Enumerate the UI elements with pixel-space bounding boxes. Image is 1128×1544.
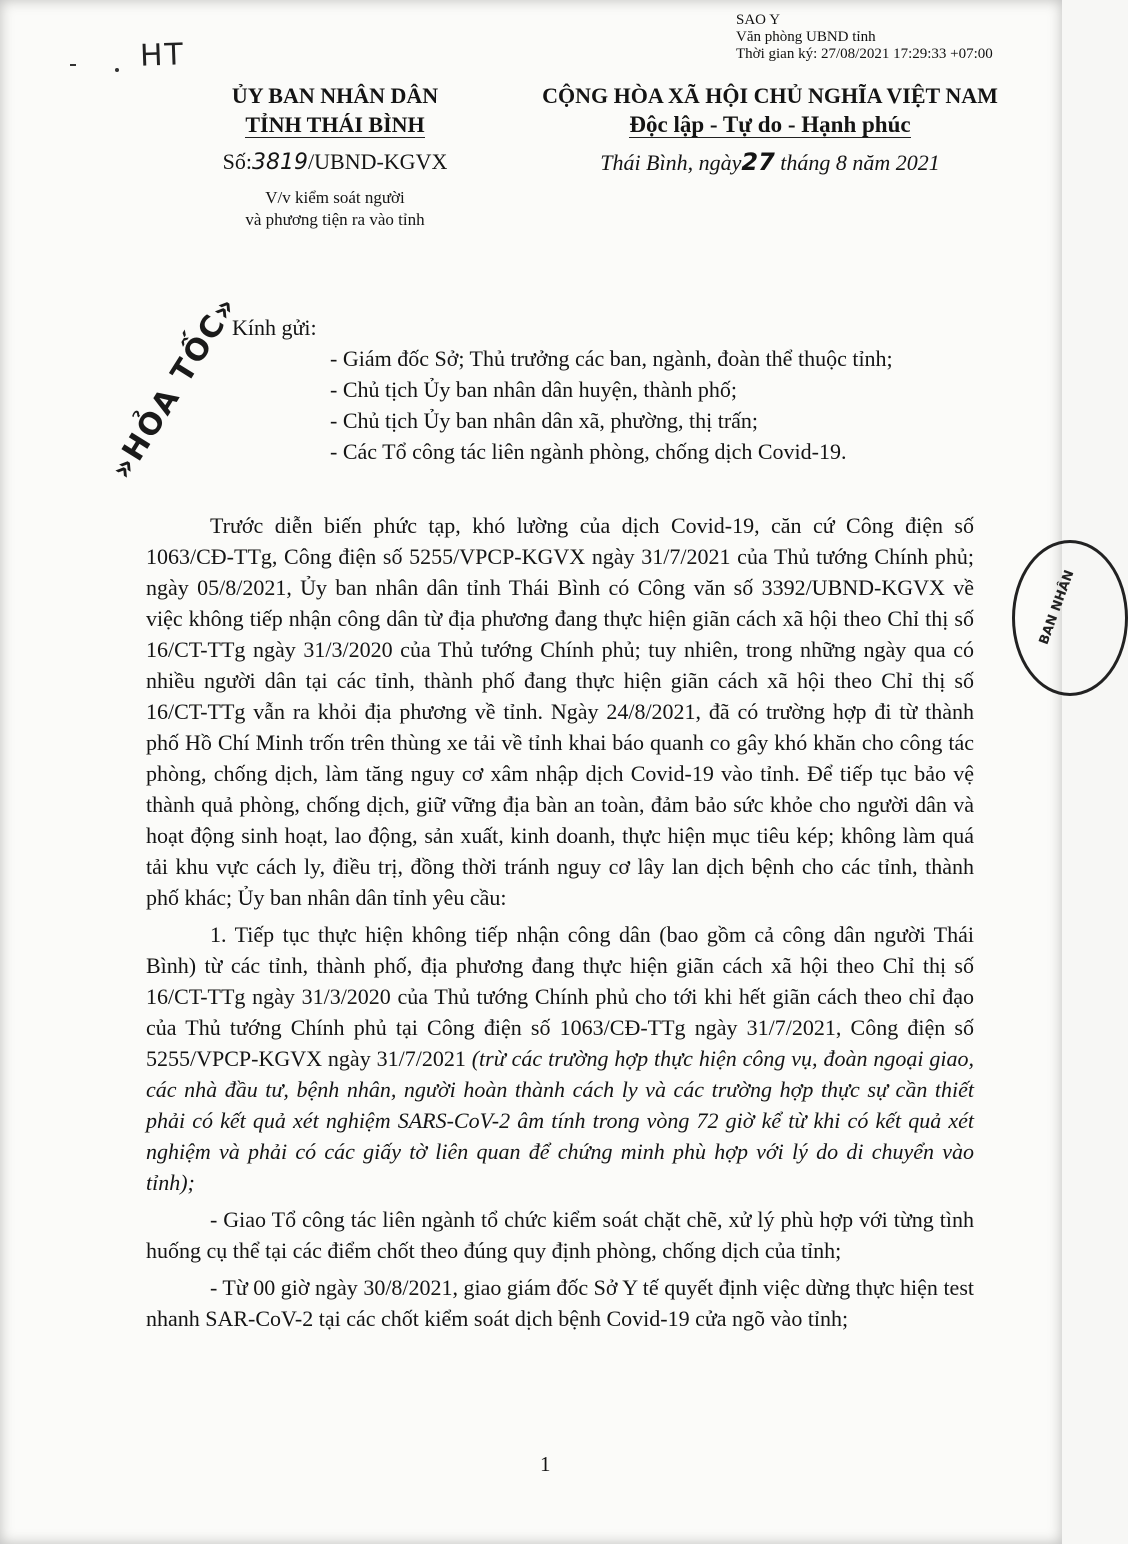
subject-line: V/v kiểm soát người [265,188,405,207]
agency-name-line1: ỦY BAN NHÂN DÂN [231,83,439,108]
national-motto-block [520,82,1020,183]
number-handwritten: 3819 [252,150,309,175]
issuing-agency-block [200,82,470,231]
body-paragraph: Trước diễn biến phức tạp, khó lường của dịch Covid-19, căn cứ Công điện số 1063/CĐ-TTg, Công điện số 5255/VPCP-KGVX ngày 31/7/2021 của Thủ tướng Chính phủ; ngày 05/8/2021, Ủy ban nhân dân tỉnh Thái Bình có Công văn số 3392/UBND-KGVX về việc không tiếp nhận công dân từ địa phương đang thực hiện giãn cách xã hội theo Chỉ thị số 16/CT-TTg ngày 31/3/2020 của Thủ tướng Chính phủ; tuy nhiên, trong những ngày qua có nhiều người dân tại các tỉnh, thành phố đang thực hiện giãn cách xã hội theo Chỉ thị số 16/CT-TTg vẫn ra khỏi địa phương về tỉnh. Ngày 24/8/2021, đã có trường hợp đi từ thành phố Hồ Chí Minh trốn trên thùng xe tải về tỉnh khai báo quanh co gây khó khăn cho công tác phòng, chống dịch, làm tăng nguy cơ xâm nhập dịch Covid-19 vào tỉnh. Để tiếp tục bảo vệ thành quả phòng, chống dịch, giữ vững địa bàn an toàn, đảm bảo sức khỏe cho người dân và hoạt động sinh hoạt, lao động, sản xuất, kinh doanh, thực hiện mục tiêu kép; không làm quá tải khu vực cách ly, điều trị, đồng thời tránh nguy cơ lây lan dịch bệnh cho các tỉnh, thành phố khác; Ủy ban nhân dân tỉnh yêu cầu: [146,513,974,910]
document-number [200,142,470,183]
handwritten-initials: HT [139,37,186,74]
copy-stamp-line: Thời gian ký: 27/08/2021 17:29:33 +07:00 [736,46,993,62]
official-seal [1012,540,1128,696]
body-paragraph [146,919,974,1198]
recipient-item: - Giám đốc Sở; Thủ trưởng các ban, ngành, đoàn thể thuộc tỉnh; [330,346,893,371]
ink-mark [115,68,119,72]
copy-stamp-line: Văn phòng UBND tỉnh [736,29,876,45]
number-suffix: /UBND-KGVX [308,149,448,174]
agency-name-line2 [200,110,470,140]
ink-mark [70,64,76,66]
urgent-handwritten-stamp: »HỎA TỐC» [104,289,245,486]
date-suffix: tháng 8 năm 2021 [780,150,940,175]
date-prefix: Thái Bình, ngày [600,150,742,175]
official-seal-text: BAN NHÂN [1036,568,1078,647]
recipients-block [232,312,893,467]
recipient-item: - Chủ tịch Ủy ban nhân dân xã, phường, thị trấn; [330,408,759,433]
paragraph-italic-text: (trừ các trường hợp thực hiện công vụ, đoàn ngoại giao, các nhà đầu tư, bệnh nhân, người hoàn thành cách ly và các trường hợp thực sự cần thiết phải có kết quả xét nghiệm SARS-CoV-2 âm tính trong vòng 72 giờ kể từ khi có kết quả xét nghiệm và phải có các giấy tờ liên quan để chứng minh phù hợp với lý do di chuyển vào tỉnh); [146,1046,974,1195]
date-day-handwritten: 27 [741,148,775,176]
subject-line: và phương tiện ra vào tỉnh [245,210,425,229]
body-paragraph: - Từ 00 giờ ngày 30/8/2021, giao giám đốc Sở Y tế quyết định việc dừng thực hiện test nhanh SAR-CoV-2 tại các chốt kiểm soát dịch bệnh Covid-19 cửa ngõ vào tỉnh; [146,1275,974,1331]
paragraph-text: 1. Tiếp tục thực hiện không tiếp nhận công dân (bao gồm cả công dân người Thái Bình) từ các tỉnh, thành phố, địa phương đang thực hiện giãn cách xã hội theo Chỉ thị số 16/CT-TTg ngày 31/3/2020 của Thủ tướng Chính phủ cho tới khi hết giãn cách theo chỉ đạo của Thủ tướng Chính phủ tại Công điện số 1063/CĐ-TTg ngày 31/7/2021, Công điện số 5255/VPCP-KGVX ngày 31/7/2021 [146,922,974,1071]
agency-name-line2-text: TỈNH THÁI BÌNH [245,112,425,137]
number-prefix: Số: [222,149,253,174]
national-motto [520,110,1020,140]
document-body [146,510,974,1334]
recipient-item: - Chủ tịch Ủy ban nhân dân huyện, thành phố; [330,377,737,402]
digital-copy-stamp [736,12,993,63]
page-number: 1 [540,1452,551,1476]
body-paragraph: - Giao Tổ công tác liên ngành tổ chức kiểm soát chặt chẽ, xử lý phù hợp với từng tình huống cụ thể tại các điểm chốt theo đúng quy định phòng, chống dịch của tỉnh; [146,1207,974,1263]
recipient-item: - Các Tổ công tác liên ngành phòng, chống dịch Covid-19. [330,439,847,464]
country-name: CỘNG HÒA XÃ HỘI CHỦ NGHĨA VIỆT NAM [542,83,998,108]
national-motto-text: Độc lập - Tự do - Hạnh phúc [629,112,911,137]
copy-stamp-line: SAO Y [736,12,781,28]
document-subject [200,187,470,231]
place-date [520,142,1020,183]
recipients-heading: Kính gửi: [232,315,317,340]
